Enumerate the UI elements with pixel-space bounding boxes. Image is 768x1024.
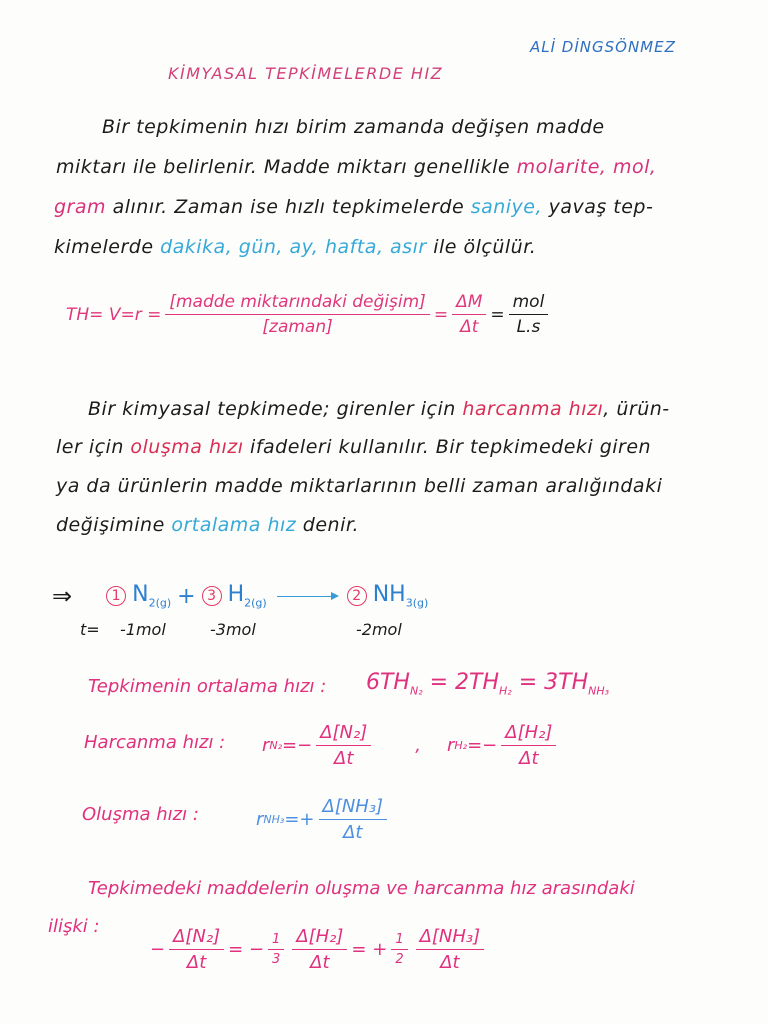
page-title: KİMYASAL TEPKİMELERDE HIZ: [168, 64, 444, 83]
formation-r: r: [256, 809, 264, 830]
consumption-den-1: Δt: [334, 748, 354, 769]
consumption-den-2: Δt: [519, 748, 539, 769]
relation-fraction-3: [416, 926, 485, 973]
consumption-r1-sub: N₂: [269, 739, 283, 752]
relation-line1: Tepkimedeki maddelerin oluşma ve harcanma hız arasındaki: [88, 878, 635, 899]
gram-highlight: gram: [54, 196, 107, 218]
relation-den-1: Δt: [186, 952, 207, 973]
avg-rate-term-1: 6TH: [366, 670, 410, 695]
units-highlight: molarite, mol,: [516, 156, 657, 178]
consumption-r1: r: [262, 735, 270, 756]
formation-r-eq: =+: [284, 809, 315, 830]
avg-rate-label: Tepkimenin ortalama hızı :: [88, 676, 327, 697]
mol-change-n2: -1mol: [120, 620, 166, 639]
reaction-equation: [52, 582, 428, 610]
para2-line4-text: değişimine: [56, 514, 172, 536]
para1-line3-text: alınır. Zaman ise hızlı tepkimelerde: [106, 196, 471, 218]
formation-label: Oluşma hızı :: [82, 804, 199, 825]
relation-eq-2: = +: [351, 939, 388, 960]
rate-formula: [66, 292, 552, 337]
saniye-highlight: saniye,: [470, 196, 543, 218]
formula-fraction-2: [452, 292, 486, 337]
para1-line4: [54, 236, 536, 258]
formula-lhs: TH= V=r =: [66, 304, 162, 325]
para1-line2-text: miktarı ile belirlenir. Madde miktarı genellikle: [56, 156, 517, 178]
olusma-highlight: oluşma hızı: [130, 436, 244, 458]
consumption-fraction-1: [316, 722, 371, 769]
para1-line4-end: ile ölçülür.: [426, 236, 537, 258]
para2-line1-text: Bir kimyasal tepkimede; girenler için: [88, 398, 463, 420]
avg-rate-sub-2: H₂: [499, 684, 512, 698]
reactant-n2-sub: 2(g): [148, 596, 172, 610]
formula-denominator-2: Δt: [460, 317, 479, 337]
formation-num: Δ[NH₃]: [319, 796, 388, 820]
product-nh3-sub: 3(g): [405, 596, 429, 610]
harcanma-highlight: harcanma hızı: [462, 398, 604, 420]
relation-fraction-1: [169, 926, 224, 973]
formation-expression: [256, 796, 391, 843]
formula-eq-1: =: [433, 304, 449, 325]
t-label: t=: [80, 620, 100, 639]
para2-line1: [88, 398, 670, 420]
formula-eq-2: =: [490, 304, 505, 325]
formation-den: Δt: [343, 822, 363, 843]
reactant-h2: [228, 582, 267, 609]
plus-sign: +: [177, 583, 196, 609]
consumption-r1-eq: =−: [282, 735, 313, 756]
relation-coef-2-den: 2: [395, 952, 404, 967]
consumption-separator: ,: [415, 735, 421, 756]
para1-line1: Bir tepkimenin hızı birim zamanda değişen madde: [102, 116, 605, 138]
consumption-r2-eq: =−: [467, 735, 498, 756]
formula-numerator-2: ΔM: [452, 292, 486, 315]
para2-line4-end: denir.: [296, 514, 359, 536]
relation-sign-1: −: [150, 939, 166, 960]
relation-fraction-2: [292, 926, 347, 973]
relation-num-2: Δ[H₂]: [292, 926, 347, 950]
relation-coef-1: [268, 932, 284, 967]
formula-fraction-3: [509, 292, 549, 337]
para1-line4-start: kimelerde: [54, 236, 161, 258]
reactant-n2-symbol: N: [132, 582, 149, 608]
mol-change-nh3: -2mol: [356, 620, 402, 639]
avg-rate-sub-1: N₂: [409, 684, 423, 698]
consumption-r2-sub: H₂: [454, 739, 468, 752]
para1-line3-end: yavaş tep-: [542, 196, 654, 218]
relation-coef-1-num: 1: [268, 932, 284, 950]
time-units-highlight: dakika, gün, ay, hafta, asır: [160, 236, 427, 258]
formation-fraction: [319, 796, 388, 843]
relation-num-3: Δ[NH₃]: [416, 926, 485, 950]
avg-rate-term-3: = 3TH: [511, 670, 589, 695]
coefficient-h2: 3: [202, 586, 222, 606]
para2-line2: [56, 436, 651, 458]
relation-eq-1: = −: [228, 939, 265, 960]
product-nh3: [373, 582, 429, 609]
product-nh3-symbol: NH: [372, 582, 406, 608]
relation-expression: [150, 926, 488, 973]
reaction-arrow-icon: [277, 596, 337, 597]
coefficient-nh3: 2: [347, 586, 367, 606]
para1-line3: [54, 196, 653, 218]
reactant-h2-sub: 2(g): [244, 596, 267, 610]
ortalama-highlight: ortalama hız: [171, 514, 297, 536]
formula-fraction-1: [165, 292, 429, 337]
consumption-num-2: Δ[H₂]: [501, 722, 556, 746]
relation-num-1: Δ[N₂]: [169, 926, 224, 950]
relation-coef-2-num: 1: [391, 932, 407, 950]
avg-rate-term-2: = 2TH: [422, 670, 500, 695]
formula-numerator-1: [madde miktarındaki değişim]: [165, 292, 429, 315]
consumption-r2: r: [447, 735, 455, 756]
reactant-n2: [132, 582, 171, 609]
relation-line2: ilişki :: [48, 916, 100, 937]
formula-numerator-3: mol: [509, 292, 549, 315]
relation-den-3: Δt: [440, 952, 460, 973]
mol-change-h2: -3mol: [210, 620, 256, 639]
para2-line2-end: ifadeleri kullanılır. Bir tepkimedeki giren: [243, 436, 652, 458]
para2-line3: ya da ürünlerin madde miktarlarının belli zaman aralığındaki: [56, 475, 663, 497]
para2-line4: [56, 514, 359, 536]
consumption-fraction-2: [501, 722, 556, 769]
formation-r-sub: NH₃: [263, 813, 285, 826]
consumption-num-1: Δ[N₂]: [316, 722, 371, 746]
para1-line2: [56, 156, 656, 178]
para2-line1-end: , ürün-: [603, 398, 670, 420]
relation-coef-1-den: 3: [272, 952, 281, 967]
formula-denominator-1: [zaman]: [262, 317, 333, 337]
avg-rate-sub-3: NH₃: [588, 684, 610, 698]
formula-denominator-3: L.s: [516, 317, 541, 337]
consumption-label: Harcanma hızı :: [84, 732, 226, 753]
avg-rate-expression: [366, 670, 609, 697]
para2-line2-text: ler için: [56, 436, 131, 458]
reactant-h2-symbol: H: [227, 582, 245, 608]
coefficient-n2: 1: [106, 586, 126, 606]
relation-coef-2: [391, 932, 407, 967]
consumption-expression: [262, 722, 560, 769]
relation-den-2: Δt: [310, 952, 330, 973]
author-name: ALİ DİNGSÖNMEZ: [530, 38, 676, 56]
implies-icon: ⇒: [52, 582, 73, 610]
